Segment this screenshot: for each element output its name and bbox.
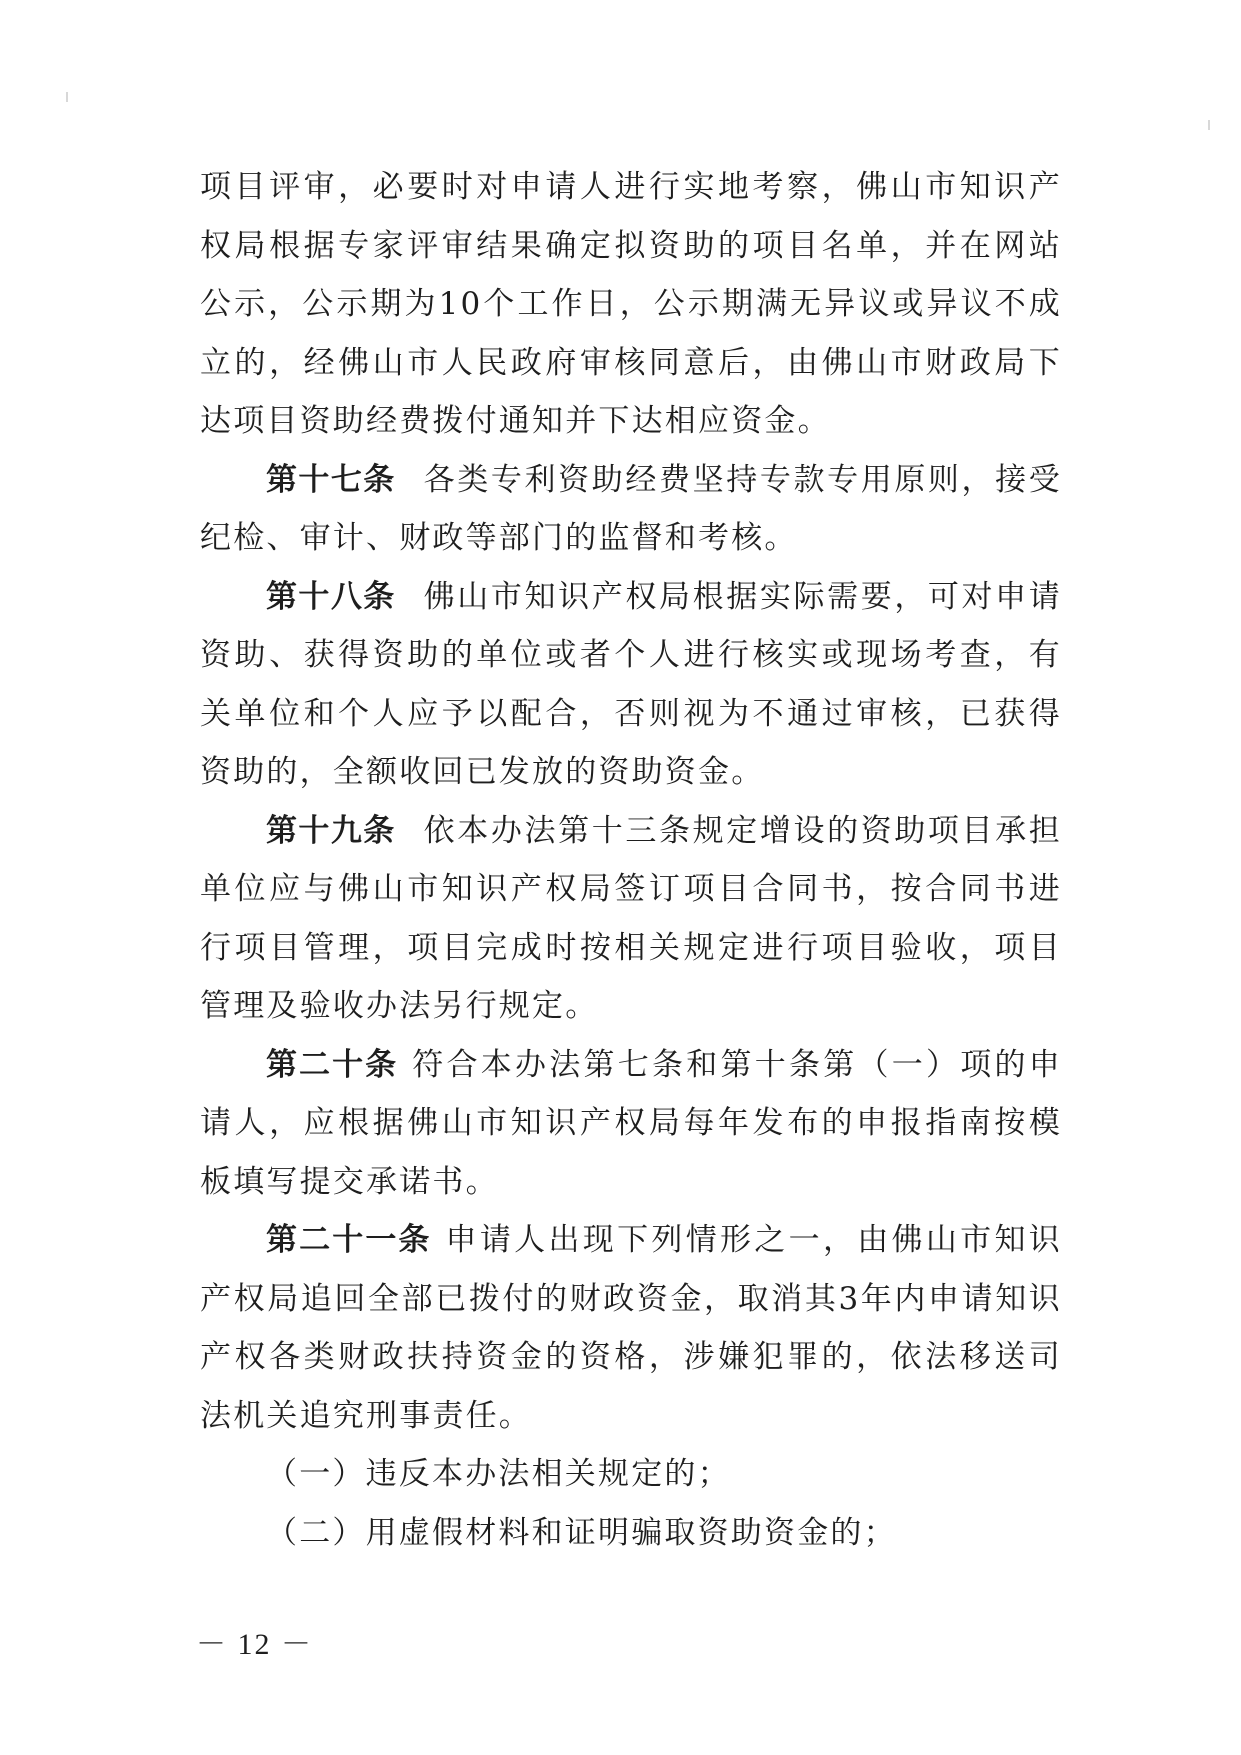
scan-speck-left (66, 92, 68, 102)
article-text: 申请人出现下列情形之一，由佛山市知识产权局追回全部已拨付的财政资金，取消其3年内申请知识产权各类财政扶持资金的资格，涉嫌犯罪的，依法移送司法机关追究刑事责任。 (200, 1222, 1062, 1434)
article-19 (200, 802, 1062, 1036)
article-text: 符合本办法第七条和第十条第（一）项的申请人，应根据佛山市知识产权局每年发布的申报指南按模板填写提交承诺书。 (200, 1046, 1062, 1200)
article-20 (200, 1036, 1062, 1212)
article-17 (200, 451, 1062, 568)
article-text: 各类专利资助经费坚持专款专用原则，接受纪检、审计、财政等部门的监督和考核。 (200, 461, 1062, 556)
article-21 (200, 1211, 1062, 1445)
article-number: 第十七条 (266, 461, 396, 498)
page-number: － 12 － (196, 1628, 313, 1661)
article-number: 第十八条 (266, 578, 396, 615)
scan-speck-right (1208, 120, 1210, 130)
article-text: 依本办法第十三条规定增设的资助项目承担单位应与佛山市知识产权局签订项目合同书，按合同书进行项目管理，项目完成时按相关规定进行项目验收，项目管理及验收办法另行规定。 (200, 812, 1062, 1024)
article-number: 第十九条 (266, 812, 396, 849)
article-text: 佛山市知识产权局根据实际需要，可对申请资助、获得资助的单位或者个人进行核实或现场考查，有关单位和个人应予以配合，否则视为不通过审核，已获得资助的，全额收回已发放的资助资金。 (200, 578, 1062, 790)
article-18 (200, 568, 1062, 802)
article-number: 第二十条 (266, 1046, 399, 1083)
continuation-paragraph: 项目评审，必要时对申请人进行实地考察，佛山市知识产权局根据专家评审结果确定拟资助的项目名单，并在网站公示，公示期为10个工作日，公示期满无异议或异议不成立的，经佛山市人民政府审核同意后，由佛山市财政局下达项目资助经费拨付通知并下达相应资金。 (200, 169, 1062, 439)
document-body (200, 158, 1062, 1562)
list-item: （二）用虚假材料和证明骗取资助资金的； (266, 1514, 897, 1551)
list-item: （一）违反本办法相关规定的； (266, 1456, 731, 1492)
article-number: 第二十一条 (266, 1222, 432, 1258)
